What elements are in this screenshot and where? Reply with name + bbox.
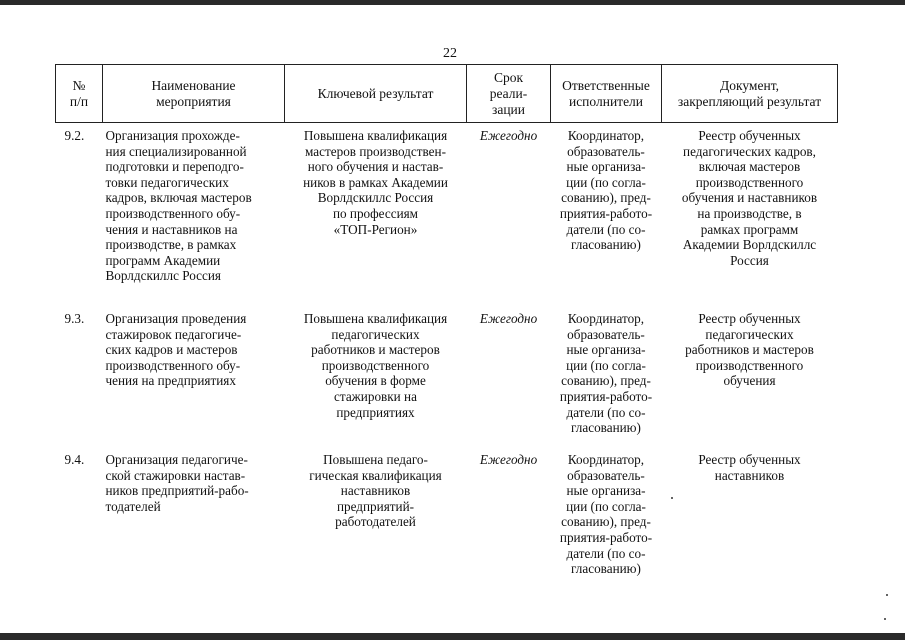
text-line: Реестр обученных bbox=[698, 311, 801, 326]
text-line: приятия-работо- bbox=[559, 205, 653, 221]
text-line: обучения в форме bbox=[325, 373, 426, 389]
text-line: закрепляющий результат bbox=[677, 93, 822, 109]
text-line: образователь- bbox=[567, 143, 645, 159]
text-line: рамках программ bbox=[700, 221, 799, 237]
text-line: мастеров производствен- bbox=[305, 143, 446, 159]
key-result bbox=[285, 450, 467, 577]
top-scan-border bbox=[0, 0, 905, 5]
scan-speck bbox=[886, 594, 888, 596]
activity-name bbox=[103, 450, 285, 577]
executors bbox=[551, 450, 662, 577]
text-line: гласованию) bbox=[571, 420, 641, 436]
text-line: чения на предприятиях bbox=[105, 373, 236, 389]
text-line: образователь- bbox=[567, 467, 645, 483]
header-executors bbox=[551, 65, 662, 123]
text-line: наставников bbox=[340, 483, 411, 499]
text-line: Реестр обученных bbox=[698, 128, 801, 143]
text-line: Документ, bbox=[720, 77, 779, 93]
scan-speck bbox=[671, 497, 673, 499]
key-result bbox=[285, 308, 467, 450]
text-line: Координатор, bbox=[567, 452, 645, 467]
text-line: тодателей bbox=[105, 498, 161, 514]
header-activity-name bbox=[103, 65, 285, 123]
text-line: программ Академии bbox=[105, 252, 221, 268]
text-line: п/п bbox=[69, 93, 89, 109]
text-line: приятия-работо- bbox=[559, 529, 653, 545]
text-line: Организация педагогиче- bbox=[105, 452, 248, 467]
page-number: 22 bbox=[443, 46, 457, 61]
table-row bbox=[56, 450, 838, 577]
text-line: ников предприятий-рабо- bbox=[105, 483, 249, 499]
executors bbox=[551, 123, 662, 309]
table-row bbox=[56, 308, 838, 450]
text-line: гласованию) bbox=[571, 561, 641, 577]
text-line: включая мастеров bbox=[698, 159, 801, 175]
term: Ежегодно bbox=[479, 311, 538, 326]
text-line: датели (по со- bbox=[566, 221, 646, 237]
text-line: производственного bbox=[695, 357, 804, 373]
text-line: обучения bbox=[723, 373, 776, 389]
text-line: «ТОП-Регион» bbox=[333, 221, 418, 237]
row-number: 9.3. bbox=[64, 311, 85, 326]
text-line: ные организа- bbox=[566, 159, 646, 175]
text-line: стажировок педагогиче- bbox=[105, 326, 242, 342]
activity-name bbox=[103, 123, 285, 309]
header-document bbox=[662, 65, 838, 123]
term: Ежегодно bbox=[479, 452, 538, 467]
text-line: подготовки и переподго- bbox=[105, 159, 244, 175]
key-result bbox=[285, 123, 467, 309]
text-line: ции (по согла- bbox=[566, 357, 646, 373]
header-number bbox=[56, 65, 103, 123]
text-line: предприятий- bbox=[336, 498, 415, 514]
text-line: № bbox=[72, 77, 86, 93]
text-line: исполнители bbox=[568, 93, 644, 109]
text-line: Ворлдскиллс Россия bbox=[105, 268, 221, 284]
text-line: по профессиям bbox=[332, 205, 419, 221]
result-document bbox=[662, 450, 838, 577]
text-line: сованию), пред- bbox=[561, 190, 651, 206]
text-line: работников и мастеров bbox=[685, 342, 814, 358]
text-line: Координатор, bbox=[567, 128, 645, 143]
text-line: работодателей bbox=[335, 514, 416, 530]
table-header-row bbox=[56, 65, 838, 123]
text-line: производственного bbox=[695, 174, 804, 190]
text-line: зации bbox=[492, 101, 525, 117]
text-line: производстве, в рамках bbox=[105, 237, 237, 253]
table-row bbox=[56, 123, 838, 309]
text-line: ской стажировки настав- bbox=[105, 467, 246, 483]
text-line: чения и наставников на bbox=[105, 221, 238, 237]
row-number: 9.4. bbox=[64, 452, 85, 467]
text-line: Координатор, bbox=[567, 311, 645, 326]
text-line: Повышена педаго- bbox=[323, 452, 428, 467]
text-line: педагогических bbox=[705, 326, 794, 342]
text-line: гласованию) bbox=[571, 237, 641, 253]
text-line: Повышена квалификация bbox=[303, 128, 448, 143]
text-line: Реестр обученных bbox=[698, 452, 801, 467]
text-line: Ответственные bbox=[562, 77, 650, 93]
text-line: стажировки на bbox=[334, 388, 417, 404]
text-line: производственного bbox=[321, 357, 430, 373]
text-line: товки педагогических bbox=[105, 174, 229, 190]
text-line: производственного обу- bbox=[105, 357, 241, 373]
text-line: Ворлдскиллс Россия bbox=[317, 190, 434, 206]
text-line: производственного обу- bbox=[105, 205, 241, 221]
text-line: Ключевой результат bbox=[317, 85, 434, 101]
text-line: Академии Ворлдскиллс bbox=[682, 237, 817, 253]
text-line: ного обучения и настав- bbox=[307, 159, 444, 175]
text-line: сованию), пред- bbox=[561, 373, 651, 389]
text-line: Россия bbox=[730, 252, 769, 268]
text-line: ные организа- bbox=[566, 342, 646, 358]
text-line: предприятиях bbox=[336, 404, 415, 420]
activity-plan-table bbox=[55, 64, 838, 577]
text-line: кадров, включая мастеров bbox=[105, 190, 252, 206]
result-document bbox=[662, 123, 838, 309]
text-line: педагогических кадров, bbox=[683, 143, 816, 159]
text-line: Организация проведения bbox=[105, 311, 247, 326]
term: Ежегодно bbox=[479, 128, 538, 143]
text-line: ских кадров и мастеров bbox=[105, 342, 238, 358]
text-line: датели (по со- bbox=[566, 545, 646, 561]
scan-speck bbox=[884, 618, 886, 620]
text-line: Организация прохожде- bbox=[105, 128, 240, 143]
text-line: приятия-работо- bbox=[559, 388, 653, 404]
bottom-scan-border bbox=[0, 633, 905, 640]
text-line: наставников bbox=[714, 467, 785, 483]
text-line: ции (по согла- bbox=[566, 498, 646, 514]
result-document bbox=[662, 308, 838, 450]
text-line: сованию), пред- bbox=[561, 514, 651, 530]
executors bbox=[551, 308, 662, 450]
text-line: Наименование bbox=[151, 77, 236, 93]
text-line: ные организа- bbox=[566, 483, 646, 499]
text-line: на производстве, в bbox=[697, 205, 802, 221]
text-line: обучения и наставников bbox=[681, 190, 818, 206]
text-line: ции (по согла- bbox=[566, 174, 646, 190]
text-line: Срок bbox=[493, 69, 524, 85]
text-line: работников и мастеров bbox=[311, 342, 440, 358]
text-line: мероприятия bbox=[156, 93, 231, 109]
text-line: датели (по со- bbox=[566, 404, 646, 420]
text-line: образователь- bbox=[567, 326, 645, 342]
header-term bbox=[467, 65, 551, 123]
activity-name bbox=[103, 308, 285, 450]
text-line: Повышена квалификация bbox=[303, 311, 448, 326]
text-line: ния специализированной bbox=[105, 143, 247, 159]
row-number: 9.2. bbox=[64, 128, 85, 143]
header-key-result bbox=[285, 65, 467, 123]
text-line: ников в рамках Академии bbox=[303, 174, 448, 190]
text-line: педагогических bbox=[331, 326, 420, 342]
text-line: реали- bbox=[489, 85, 528, 101]
text-line: гическая квалификация bbox=[309, 467, 442, 483]
